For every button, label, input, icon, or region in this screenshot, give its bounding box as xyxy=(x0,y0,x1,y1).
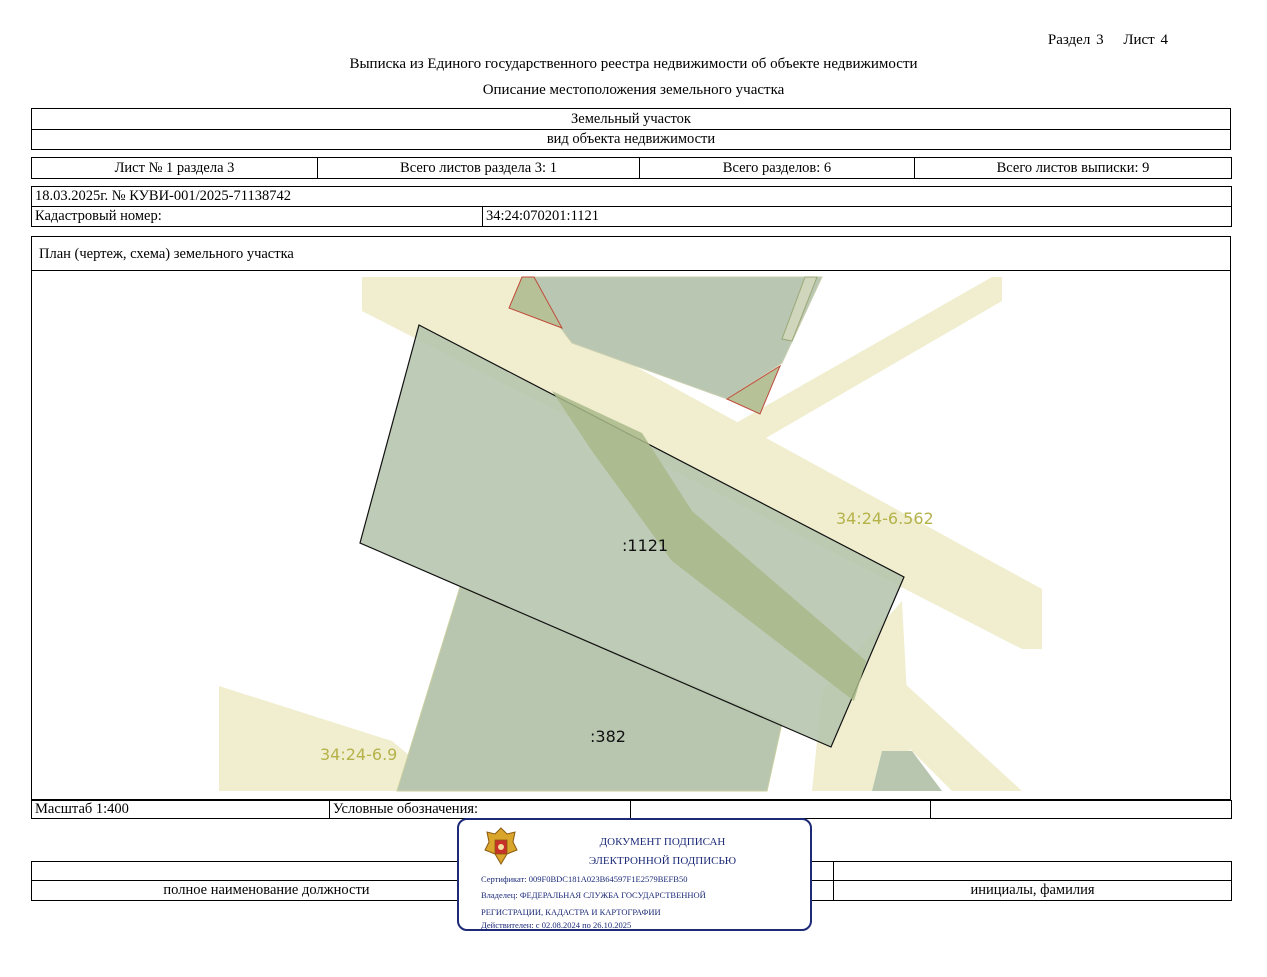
date-number: 18.03.2025г. № КУВИ-001/2025-71138742 xyxy=(32,187,1232,207)
section-number: Раздел 3 xyxy=(1047,32,1104,48)
position-caption: полное наименование должности xyxy=(32,881,502,901)
position-cell xyxy=(32,862,502,881)
document-title: Выписка из Единого государственного реестра недвижимости об объекте недвижимости xyxy=(349,56,918,72)
object-type-table xyxy=(31,108,1231,150)
sheet-no: Лист № 1 раздела 3 xyxy=(32,158,318,179)
scale-label: Масштаб 1:400 xyxy=(32,801,330,819)
stamp-line-1: ДОКУМЕНТ ПОДПИСАН xyxy=(599,836,726,848)
total-sheets: Всего листов выписки: 9 xyxy=(915,158,1232,179)
object-type: Земельный участок xyxy=(32,109,1231,130)
object-type-caption: вид объекта недвижимости xyxy=(32,130,1231,150)
stamp-owner-1: Владелец: ФЕДЕРАЛЬНАЯ СЛУЖБА ГОСУДАРСТВЕННОЙ xyxy=(481,890,706,900)
cadastral-table xyxy=(31,186,1232,227)
sheet-number: Лист 4 xyxy=(1123,32,1168,48)
stamp-certificate: Сертификат: 009F0BDC181A023B64597F1E2579BEFB50 xyxy=(481,874,688,884)
section-sheet-header xyxy=(1034,32,1168,49)
cadastral-value: 34:24:070201:1121 xyxy=(483,207,1232,227)
legend-label: Условные обозначения: xyxy=(330,801,631,819)
label-road-zone-1: 34:24-6.562 xyxy=(836,509,934,528)
name-cell xyxy=(834,862,1232,881)
sheets-info-table xyxy=(31,157,1232,179)
stamp-line-2: ЭЛЕКТРОННОЙ ПОДПИСЬЮ xyxy=(588,855,737,867)
label-parcel-1121: :1121 xyxy=(622,536,669,555)
total-sections: Всего разделов: 6 xyxy=(640,158,915,179)
document-subtitle: Описание местоположения земельного участка xyxy=(482,82,785,98)
stamp-owner-2: РЕГИСТРАЦИИ, КАДАСТРА И КАРТОГРАФИИ xyxy=(481,907,661,917)
e-signature-stamp xyxy=(457,818,812,931)
label-parcel-382: :382 xyxy=(590,727,626,746)
legend-cell-2 xyxy=(931,801,1232,819)
name-caption: инициалы, фамилия xyxy=(834,881,1232,901)
scale-legend-table xyxy=(31,800,1232,819)
legend-cell-1 xyxy=(631,801,931,819)
stamp-valid: Действителен: с 02.08.2024 по 26.10.2025 xyxy=(481,920,632,930)
cadastral-label: Кадастровый номер: xyxy=(32,207,483,227)
label-road-zone-2: 34:24-6.9 xyxy=(320,745,398,764)
total-sheets-section: Всего листов раздела 3: 1 xyxy=(318,158,640,179)
plan-drawing xyxy=(32,271,1231,800)
plan-caption-box xyxy=(31,236,1231,271)
plan-caption: План (чертеж, схема) земельного участка xyxy=(39,246,294,262)
plan-map xyxy=(31,270,1231,800)
